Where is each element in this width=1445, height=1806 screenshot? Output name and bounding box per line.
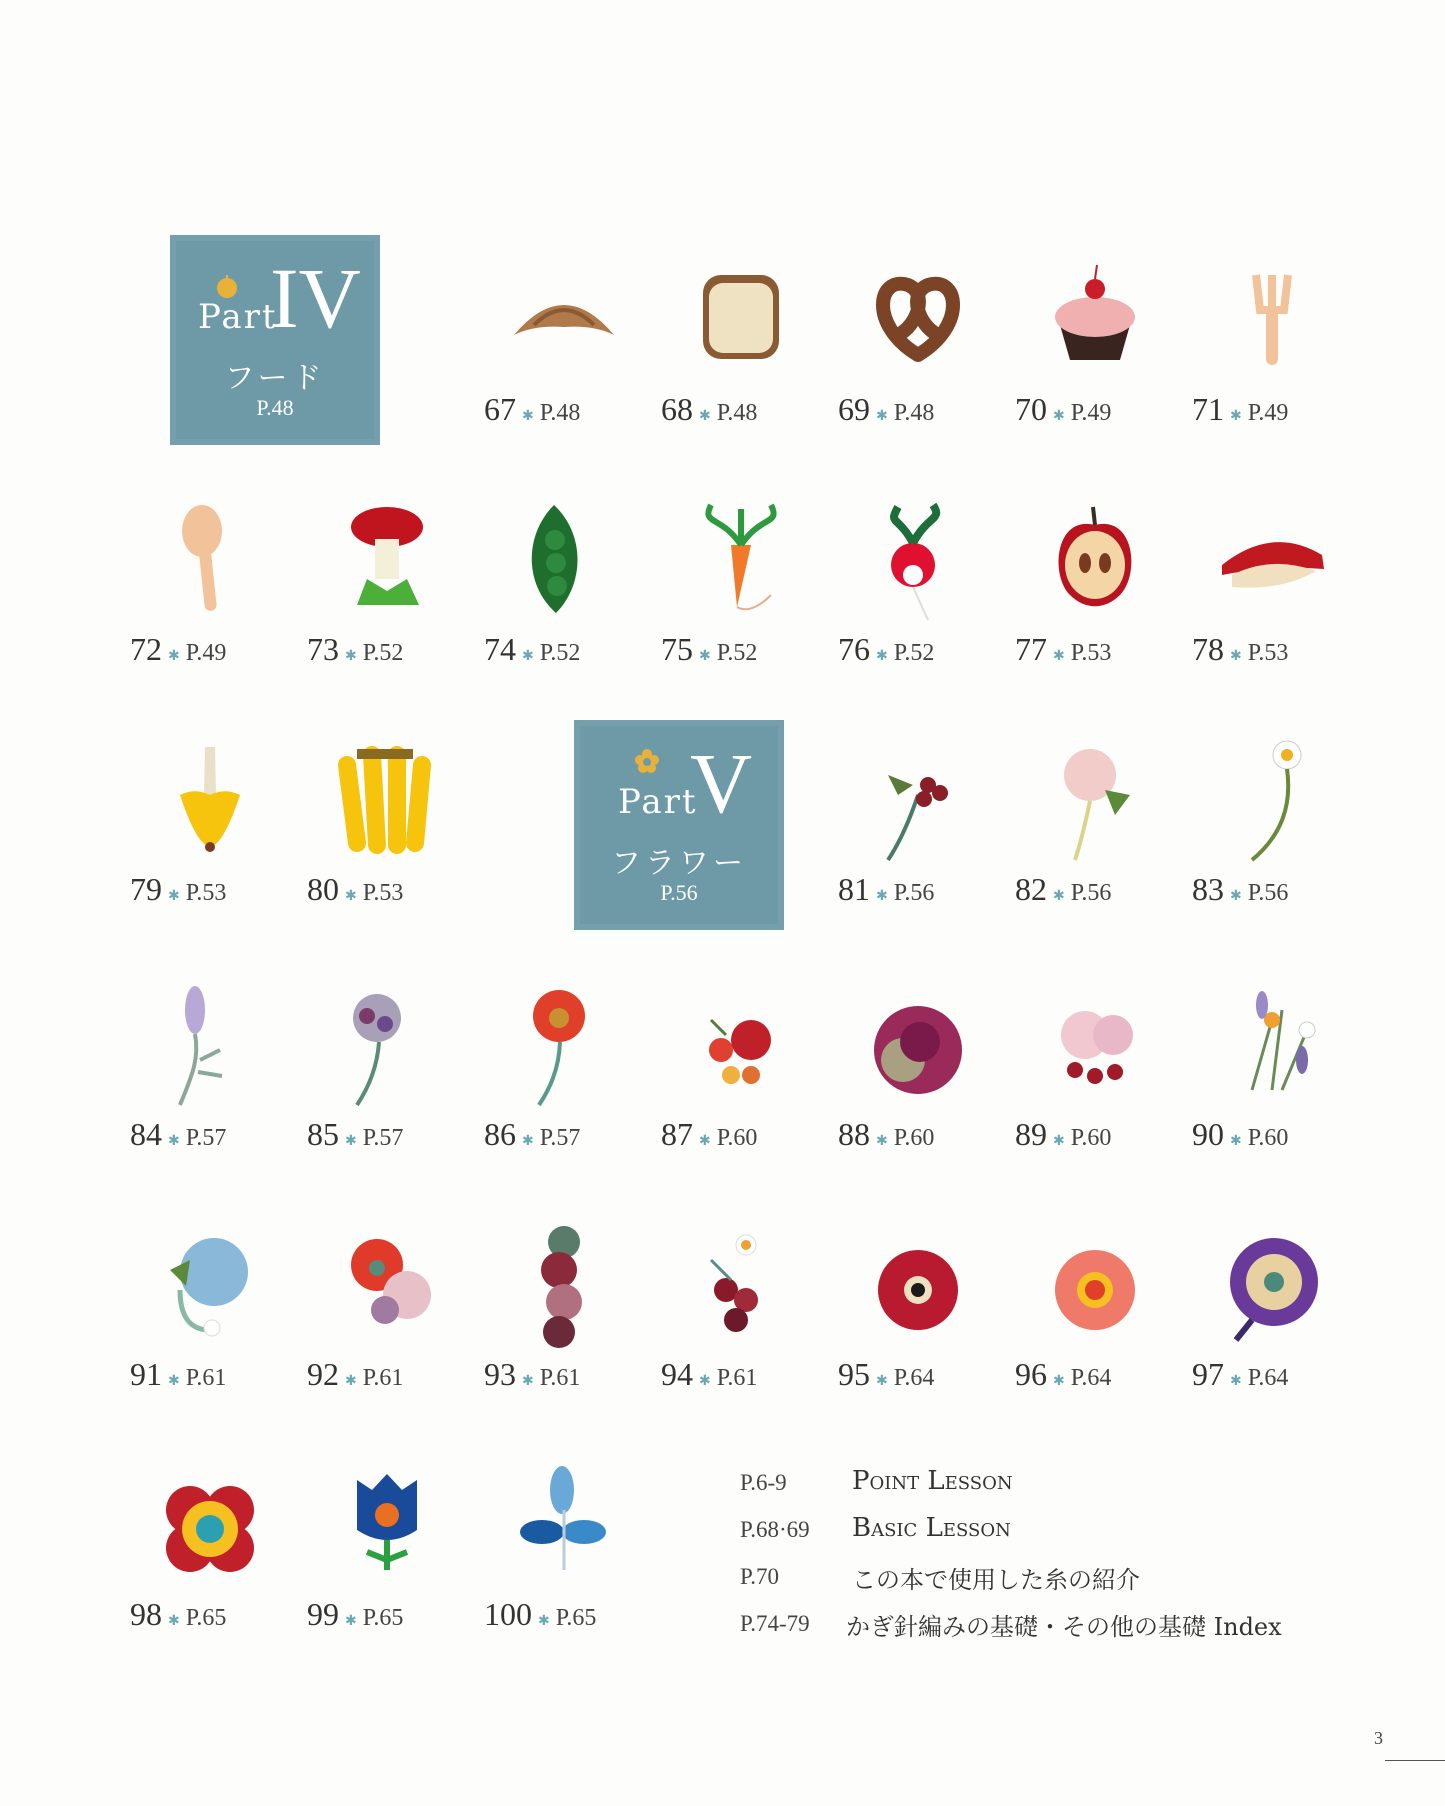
star-icon: ✱ xyxy=(168,1612,180,1629)
star-icon: ✱ xyxy=(876,1132,888,1149)
item-number: 67 xyxy=(484,391,516,427)
banana-bunch-icon xyxy=(327,735,447,865)
star-icon: ✱ xyxy=(168,887,180,904)
part-title: フード xyxy=(224,361,326,396)
item-page: P.60 xyxy=(1070,1125,1112,1151)
star-icon: ✱ xyxy=(522,407,534,424)
star-icon: ✱ xyxy=(522,1372,534,1389)
item-number: 92 xyxy=(307,1356,339,1392)
item-page: P.56 xyxy=(1247,880,1289,906)
poppy-stem-icon xyxy=(504,980,624,1110)
item-caption xyxy=(838,871,1018,908)
item-page: P.57 xyxy=(362,1125,404,1151)
star-icon: ✱ xyxy=(876,1372,888,1389)
item-number: 72 xyxy=(130,631,162,667)
item-number: 100 xyxy=(484,1596,532,1632)
item-number: 74 xyxy=(484,631,516,667)
item-caption xyxy=(1192,631,1372,668)
item-caption xyxy=(130,1356,310,1393)
item-number: 93 xyxy=(484,1356,516,1392)
item-page: P.48 xyxy=(539,400,581,426)
part-roman: IV xyxy=(270,250,361,346)
item-caption xyxy=(307,1116,487,1153)
lesson-page: P.74-79 xyxy=(740,1611,810,1636)
item-caption xyxy=(661,1356,841,1393)
item-caption xyxy=(1015,1116,1195,1153)
carnation-icon xyxy=(1035,735,1155,865)
item-page: P.64 xyxy=(893,1365,935,1391)
apple-icon xyxy=(214,273,240,299)
item-caption xyxy=(1192,1356,1372,1393)
banana-icon xyxy=(150,735,270,865)
item-caption xyxy=(484,1356,664,1393)
lesson-title: Basic Lesson xyxy=(852,1513,1011,1543)
item-page: P.61 xyxy=(716,1365,758,1391)
item-page: P.49 xyxy=(185,640,227,666)
star-icon: ✱ xyxy=(1230,1132,1242,1149)
part-v-box xyxy=(574,720,784,930)
item-page: P.52 xyxy=(716,640,758,666)
item-caption xyxy=(838,631,1018,668)
star-icon: ✱ xyxy=(876,407,888,424)
item-caption xyxy=(130,1596,310,1633)
lesson-page: P.68·69 xyxy=(740,1517,810,1542)
part-iv-box xyxy=(170,235,380,445)
item-number: 94 xyxy=(661,1356,693,1392)
purple-flower-icon xyxy=(1212,1220,1332,1350)
flower-column-icon xyxy=(504,1220,624,1350)
apple-half-icon xyxy=(1035,495,1155,625)
fork-icon xyxy=(1212,255,1332,385)
item-page: P.57 xyxy=(539,1125,581,1151)
berry-sprig-icon xyxy=(858,735,978,865)
item-number: 76 xyxy=(838,631,870,667)
spoon-icon xyxy=(150,495,270,625)
star-icon: ✱ xyxy=(876,887,888,904)
item-caption xyxy=(130,631,310,668)
star-icon: ✱ xyxy=(1230,407,1242,424)
item-number: 86 xyxy=(484,1116,516,1152)
star-icon: ✱ xyxy=(876,647,888,664)
item-number: 95 xyxy=(838,1356,870,1392)
part-label: Part xyxy=(198,297,278,337)
carrot-icon xyxy=(681,495,801,625)
blue-tulip-icon xyxy=(327,1460,447,1590)
star-icon: ✱ xyxy=(1230,887,1242,904)
peapod-icon xyxy=(504,495,624,625)
pansy-icon xyxy=(150,1460,270,1590)
lesson-page: P.6-9 xyxy=(740,1470,787,1495)
item-page: P.49 xyxy=(1070,400,1112,426)
item-page: P.64 xyxy=(1070,1365,1112,1391)
lesson-title: この本で使用した糸の紹介 xyxy=(852,1566,1140,1594)
star-icon: ✱ xyxy=(168,647,180,664)
page-rule xyxy=(1385,1760,1445,1761)
item-number: 78 xyxy=(1192,631,1224,667)
item-caption xyxy=(484,391,664,428)
star-icon: ✱ xyxy=(1230,1372,1242,1389)
star-icon: ✱ xyxy=(1053,1132,1065,1149)
item-number: 90 xyxy=(1192,1116,1224,1152)
item-page: P.60 xyxy=(893,1125,935,1151)
item-caption xyxy=(838,1356,1018,1393)
item-number: 81 xyxy=(838,871,870,907)
item-page: P.52 xyxy=(362,640,404,666)
item-number: 96 xyxy=(1015,1356,1047,1392)
star-icon: ✱ xyxy=(1230,647,1242,664)
star-icon: ✱ xyxy=(699,1372,711,1389)
pink-flower-berries-icon xyxy=(1035,980,1155,1110)
lesson-title: Point Lesson xyxy=(852,1466,1013,1496)
item-number: 91 xyxy=(130,1356,162,1392)
item-number: 83 xyxy=(1192,871,1224,907)
flower-icon xyxy=(634,748,660,774)
poppy-pansy-icon xyxy=(327,1220,447,1350)
star-icon: ✱ xyxy=(522,647,534,664)
daisy-stem-icon xyxy=(1212,735,1332,865)
radish-icon xyxy=(858,495,978,625)
star-icon: ✱ xyxy=(345,1132,357,1149)
star-icon: ✱ xyxy=(1053,407,1065,424)
blue-leaves-icon xyxy=(504,1460,624,1590)
item-page: P.56 xyxy=(1070,880,1112,906)
item-page: P.61 xyxy=(539,1365,581,1391)
poppy-bouquet-icon xyxy=(681,980,801,1110)
star-icon: ✱ xyxy=(699,647,711,664)
star-icon: ✱ xyxy=(699,1132,711,1149)
item-number: 69 xyxy=(838,391,870,427)
item-page: P.61 xyxy=(185,1365,227,1391)
part-roman: V xyxy=(690,735,753,831)
item-caption xyxy=(307,1596,487,1633)
berry-cluster-icon xyxy=(681,1220,801,1350)
apple-slice-icon xyxy=(1212,495,1332,625)
item-page: P.65 xyxy=(185,1605,227,1631)
item-page: P.65 xyxy=(362,1605,404,1631)
item-number: 73 xyxy=(307,631,339,667)
item-number: 85 xyxy=(307,1116,339,1152)
item-caption xyxy=(307,871,487,908)
star-icon: ✱ xyxy=(345,647,357,664)
lavender-icon xyxy=(150,980,270,1110)
cupcake-icon xyxy=(1035,255,1155,385)
item-caption xyxy=(130,1116,310,1153)
item-number: 68 xyxy=(661,391,693,427)
item-caption xyxy=(661,391,841,428)
item-number: 70 xyxy=(1015,391,1047,427)
item-number: 89 xyxy=(1015,1116,1047,1152)
item-caption xyxy=(1192,1116,1372,1153)
item-caption xyxy=(1015,1356,1195,1393)
item-page: P.65 xyxy=(555,1605,597,1631)
item-caption xyxy=(838,391,1018,428)
item-page: P.52 xyxy=(893,640,935,666)
item-page: P.56 xyxy=(893,880,935,906)
item-number: 82 xyxy=(1015,871,1047,907)
star-icon: ✱ xyxy=(699,407,711,424)
part-page: P.48 xyxy=(256,395,294,420)
item-number: 79 xyxy=(130,871,162,907)
wildflower-bouquet-icon xyxy=(1212,980,1332,1110)
mushroom-icon xyxy=(327,495,447,625)
item-page: P.60 xyxy=(716,1125,758,1151)
item-caption xyxy=(307,631,487,668)
item-caption xyxy=(484,631,664,668)
star-icon: ✱ xyxy=(522,1132,534,1149)
item-page: P.48 xyxy=(716,400,758,426)
star-icon: ✱ xyxy=(1053,1372,1065,1389)
item-caption xyxy=(1015,391,1195,428)
item-page: P.52 xyxy=(539,640,581,666)
lesson-title: かぎ針編みの基礎・その他の基礎 Index xyxy=(846,1613,1282,1641)
croissant-icon xyxy=(504,255,624,385)
mum-icon xyxy=(858,980,978,1110)
item-caption xyxy=(1192,871,1372,908)
item-caption xyxy=(1015,631,1195,668)
item-caption xyxy=(484,1596,664,1633)
item-caption xyxy=(661,1116,841,1153)
bread-icon xyxy=(681,255,801,385)
item-page: P.53 xyxy=(362,880,404,906)
coral-flower-icon xyxy=(1035,1220,1155,1350)
item-caption xyxy=(1015,871,1195,908)
blue-hydrangea-icon xyxy=(150,1220,270,1350)
item-page: P.49 xyxy=(1247,400,1289,426)
item-caption xyxy=(484,1116,664,1153)
item-number: 97 xyxy=(1192,1356,1224,1392)
star-icon: ✱ xyxy=(345,887,357,904)
item-number: 88 xyxy=(838,1116,870,1152)
star-icon: ✱ xyxy=(168,1372,180,1389)
part-page: P.56 xyxy=(660,880,698,905)
item-caption xyxy=(661,631,841,668)
part-title: フラワー xyxy=(611,846,747,881)
item-page: P.60 xyxy=(1247,1125,1289,1151)
star-icon: ✱ xyxy=(345,1612,357,1629)
item-page: P.53 xyxy=(1247,640,1289,666)
star-icon: ✱ xyxy=(168,1132,180,1149)
star-icon: ✱ xyxy=(1053,647,1065,664)
item-page: P.48 xyxy=(893,400,935,426)
item-page: P.53 xyxy=(185,880,227,906)
item-caption xyxy=(130,871,310,908)
item-page: P.64 xyxy=(1247,1365,1289,1391)
lesson-page: P.70 xyxy=(740,1564,779,1589)
item-page: P.61 xyxy=(362,1365,404,1391)
item-number: 71 xyxy=(1192,391,1224,427)
star-icon: ✱ xyxy=(1053,887,1065,904)
item-number: 87 xyxy=(661,1116,693,1152)
star-icon: ✱ xyxy=(345,1372,357,1389)
item-number: 75 xyxy=(661,631,693,667)
part-label: Part xyxy=(618,782,698,822)
item-number: 80 xyxy=(307,871,339,907)
page-number: 3 xyxy=(1374,1728,1383,1748)
red-flower-icon xyxy=(858,1220,978,1350)
item-number: 77 xyxy=(1015,631,1047,667)
pretzel-icon xyxy=(858,255,978,385)
item-number: 99 xyxy=(307,1596,339,1632)
item-page: P.57 xyxy=(185,1125,227,1151)
item-caption xyxy=(307,1356,487,1393)
item-page: P.53 xyxy=(1070,640,1112,666)
item-number: 84 xyxy=(130,1116,162,1152)
item-caption xyxy=(838,1116,1018,1153)
hydrangea-stem-icon xyxy=(327,980,447,1110)
item-caption xyxy=(1192,391,1372,428)
item-number: 98 xyxy=(130,1596,162,1632)
star-icon: ✱ xyxy=(538,1612,550,1629)
